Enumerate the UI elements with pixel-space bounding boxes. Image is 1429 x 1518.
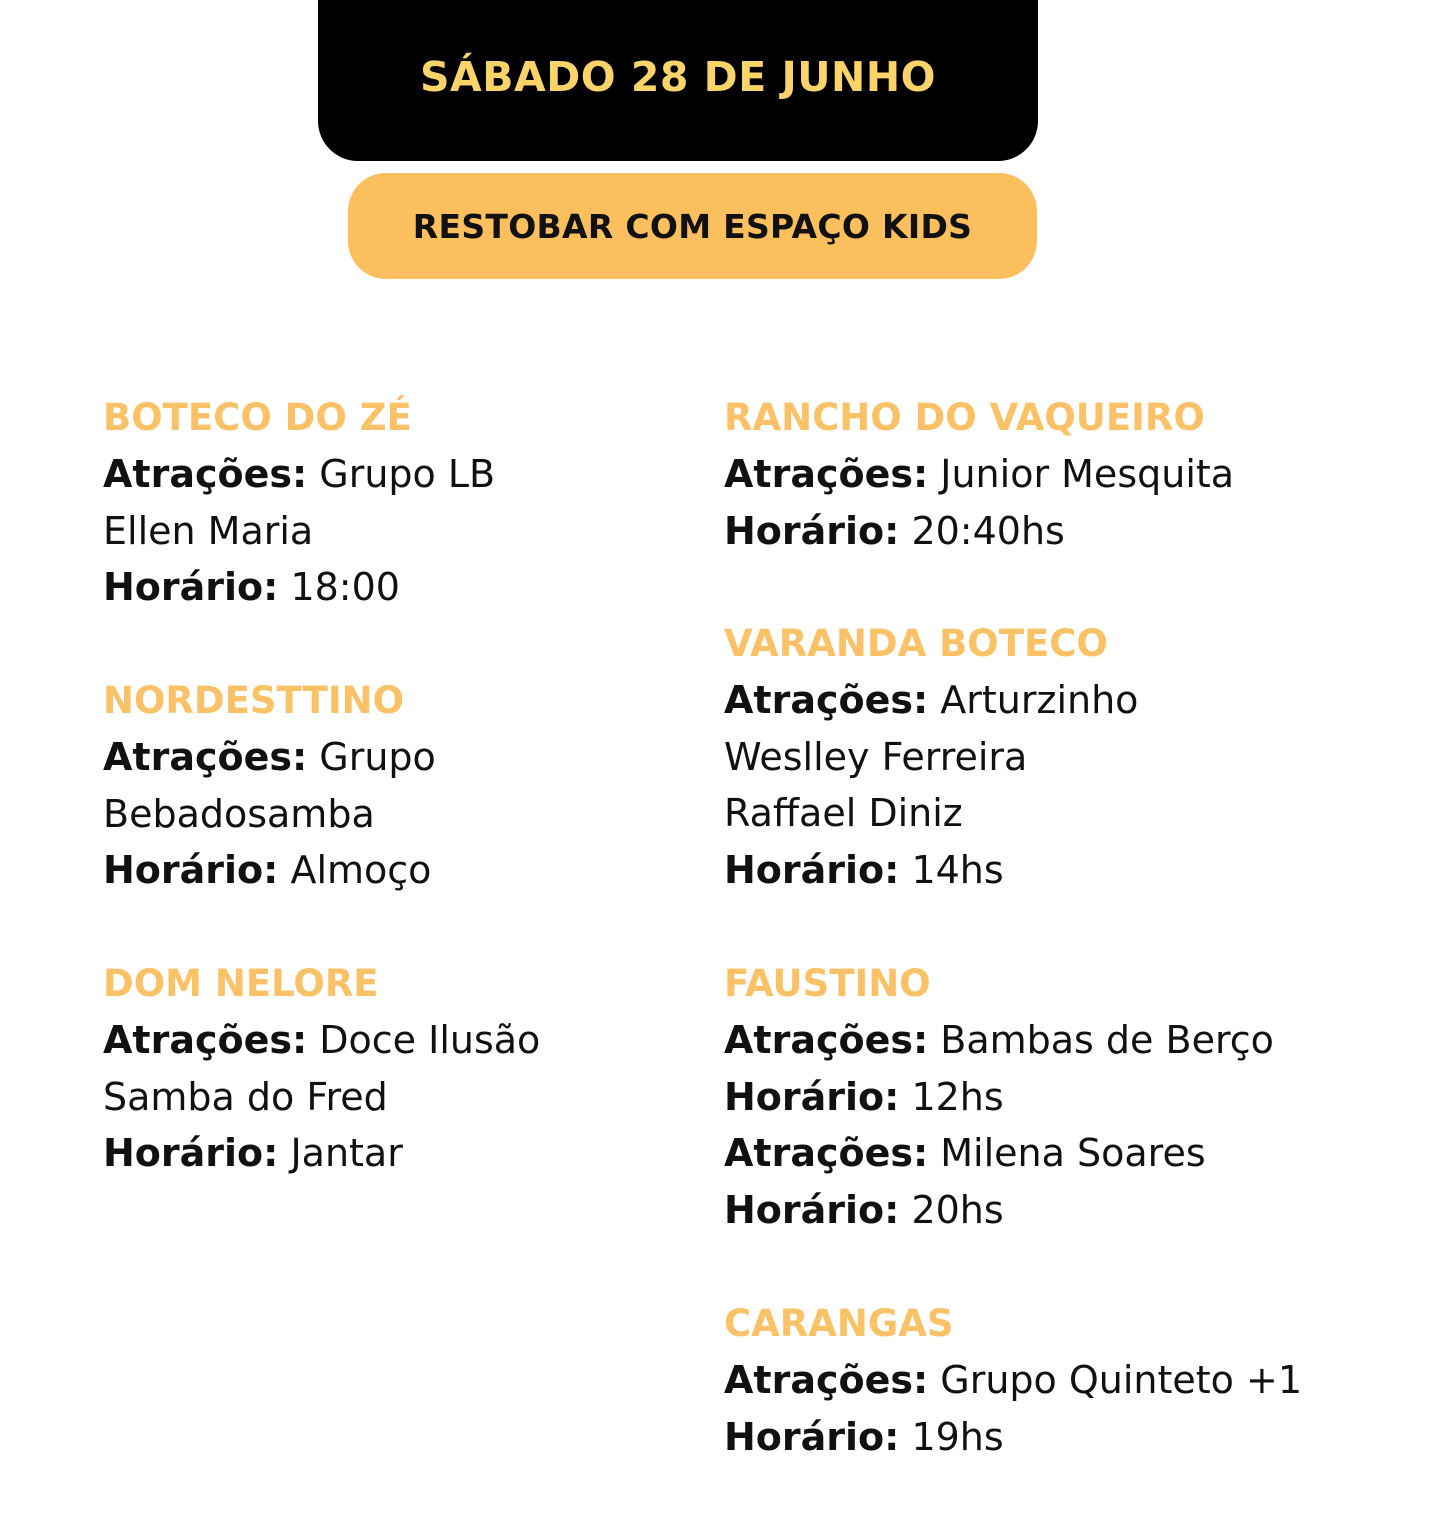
venue-line	[103, 842, 723, 899]
line-value: Raffael Diniz	[724, 791, 963, 835]
venue-carangas	[724, 1295, 1404, 1465]
line-label: Horário:	[724, 847, 900, 892]
venue-faustino	[724, 955, 1404, 1238]
line-value: Grupo Quinteto +1	[928, 1358, 1303, 1402]
venue-line	[103, 729, 723, 786]
venue-line	[724, 1352, 1404, 1409]
venue-line	[103, 1012, 723, 1069]
venue-nordesttino	[103, 672, 723, 899]
venue-name: VARANDA BOTECO	[724, 622, 1108, 665]
venue-name: RANCHO DO VAQUEIRO	[724, 396, 1205, 439]
line-label: Atrações:	[724, 452, 929, 496]
venue-line	[103, 786, 723, 843]
venue-rancho-do-vaqueiro	[724, 389, 1404, 559]
venue-line	[724, 672, 1404, 729]
line-value: Jantar	[278, 1131, 403, 1175]
line-value: Weslley Ferreira	[724, 734, 1028, 779]
line-label: Atrações:	[724, 1131, 929, 1175]
line-label: Atrações:	[724, 1018, 929, 1062]
line-label: Atrações:	[724, 678, 929, 722]
line-label: Horário:	[103, 848, 279, 892]
line-label: Horário:	[724, 1187, 900, 1232]
line-label: Atrações:	[103, 452, 308, 496]
venue-line	[103, 559, 723, 616]
line-value: Almoço	[278, 848, 432, 892]
line-value: 18:00	[278, 565, 400, 609]
venue-line	[724, 1125, 1404, 1182]
venue-dom-nelore	[103, 955, 723, 1182]
line-value: Bebadosamba	[103, 791, 375, 836]
line-value: Doce Ilusão	[307, 1018, 541, 1062]
line-value: 20hs	[899, 1187, 1004, 1232]
line-label: Horário:	[103, 1131, 279, 1175]
venue-name: CARANGAS	[724, 1302, 954, 1345]
venue-name: DOM NELORE	[103, 962, 379, 1005]
line-value: 19hs	[899, 1414, 1004, 1459]
line-value: Ellen Maria	[103, 508, 314, 553]
line-value: 20:40hs	[899, 508, 1065, 553]
category-badge	[348, 173, 1037, 279]
venue-line	[724, 1012, 1404, 1069]
venue-line	[724, 1409, 1404, 1466]
line-label: Horário:	[724, 1414, 900, 1459]
venue-name: FAUSTINO	[724, 962, 931, 1005]
venue-line	[724, 1182, 1404, 1239]
venue-name: NORDESTTINO	[103, 679, 405, 722]
line-value: Grupo LB	[307, 452, 496, 496]
venue-name: BOTECO DO ZÉ	[103, 396, 412, 439]
venue-line	[724, 446, 1404, 503]
line-label: Atrações:	[103, 735, 308, 779]
venue-line	[103, 446, 723, 503]
line-value: 14hs	[899, 847, 1004, 892]
venue-boteco-do-ze	[103, 389, 723, 616]
date-title: SÁBADO 28 DE JUNHO	[419, 52, 937, 101]
line-value: Grupo	[307, 735, 436, 779]
venue-line	[103, 1125, 723, 1182]
line-value: Junior Mesquita	[928, 452, 1235, 496]
venue-line	[724, 1069, 1404, 1126]
date-banner	[318, 0, 1038, 161]
line-value: Milena Soares	[928, 1131, 1206, 1175]
line-label: Horário:	[724, 508, 900, 553]
venue-line	[103, 1069, 723, 1126]
venue-line	[103, 503, 723, 560]
venue-line	[724, 503, 1404, 560]
line-value: Samba do Fred	[103, 1074, 388, 1119]
category-label: RESTOBAR COM ESPAÇO KIDS	[412, 206, 973, 246]
line-value: Bambas de Berço	[928, 1018, 1274, 1062]
line-label: Atrações:	[724, 1358, 929, 1402]
line-label: Atrações:	[103, 1018, 308, 1062]
venue-varanda-boteco	[724, 615, 1404, 898]
venue-line	[724, 785, 1404, 842]
venue-line	[724, 729, 1404, 786]
line-label: Horário:	[103, 565, 279, 609]
line-value: Arturzinho	[928, 678, 1139, 722]
venue-line	[724, 842, 1404, 899]
line-value: 12hs	[899, 1074, 1004, 1119]
line-label: Horário:	[724, 1074, 900, 1119]
